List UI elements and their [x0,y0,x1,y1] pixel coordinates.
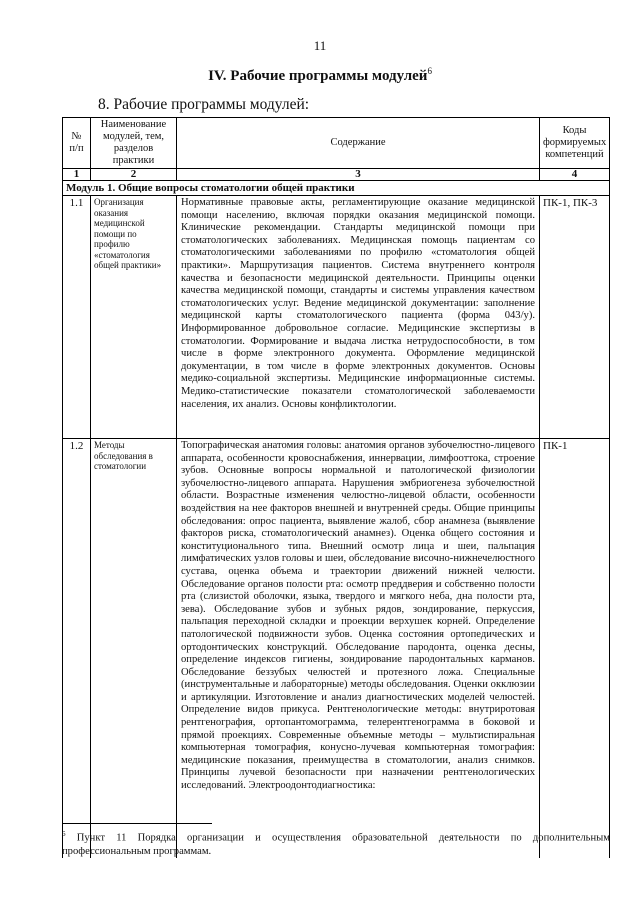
footnote-mark: 6 [62,830,66,838]
footnote-separator [62,823,212,824]
modules-table [62,117,610,858]
page-number: 11 [313,38,327,53]
table-header-row [63,118,610,169]
column-numbering-row [63,169,610,181]
section-content: Нормативные правовые акты, регламентирующие оказание медицинской помощи населению, включая порядки оказания медицинской помощи. Клинические рекомендации. Стандарты медицинской помощи при стоматологических заболеваниях. Медицинская помощь пациентам со стоматологическими заболеваниями по профилю «стоматология общей практики». Маршрутизация пациентов. Система внутреннего контроля качества и безопасности медицинской деятельности. Принципы оценки качества медицинской помощи, стандарты и системы управления качеством стоматологических услуг. Ведение медицинской документации: заполнение медицинской карты стоматологического пациента (форма 043/у). Информированное добровольное согласие. Медицинские экспертизы в стоматологии. Формирование и выдача листка нетрудоспособности, в том числе в форме электронного документа. Оформление медицинской документации, в том числе в форме электронных документов. Основы медико-социальной экспертизы. Медицинские информационные системы. Медико-статистические показатели стоматологической заболеваемости населения, их анализ. Основы конфликтологии. [177,196,540,439]
header-number: № п/п [63,118,91,169]
subsection-title: 8. Рабочие программы модулей: [98,96,310,113]
competence-codes: ПК-1 [540,439,610,859]
row-number: 1.2 [63,439,91,859]
section-name: Методы обследования в стоматологии [91,439,177,859]
footnote-text: Пункт 11 Порядка организации и осуществления образовательной деятельности по дополнительным профессиональным программам. [62,832,610,857]
table-row [63,196,610,439]
section-title-text: IV. Рабочие программы модулей [208,68,428,84]
section-title [0,66,640,85]
header-name: Наименование модулей, тем, разделов практики [91,118,177,169]
column-number: 2 [91,169,177,181]
footnote [62,828,610,858]
section-content: Топографическая анатомия головы: анатомия органов зубочелюстно-лицевого аппарата, особенности кровоснабжения, иннервации, лимфооттока, строение зубов. Основные вопросы нормальной и патологической физиологии зубочелюстно-лицевого аппарата. Нарушения эмбриогенеза зубочелюстной области. Возрастные изменения челюстно-лицевой области, особенности воздействия на нее факторов внешней и внутренней среды. Общие принципы обследования: опрос пациента, выявление жалоб, сбор анамнеза (выявление факторов риска, стоматологический анамнез). Оценка общего состояния и конституционального типа. Внешний осмотр лица и шеи, пальпация лимфатических узлов головы и шеи, обследование височно-нижнечелюстного сустава, оценка объема и траектории движений нижней челюсти. Обследование органов полости рта: осмотр преддверия и собственно полости рта (слизистой оболочки, языка, твердого и мягкого неба, дна полости рта, зева). Обследование зубов и зубных рядов, зондирование, перкуссия, пальпация переходной складки и проекции верхушек корней. Определение патологической подвижности зубов. Оценка состояния ортопедических и ортодонтических конструкций. Обследование пародонта, оценка десны, определение индексов гигиены, зондирование пародонтальных карманов. Обследование беззубых челюстей и протезного ложа. Специальные (инструментальные и лабораторные) методы обследования. Оценки окклюзии и артикуляции. Изготовление и анализ диагностических моделей челюстей. Определение видов прикуса. Рентгенологические методы: внутриротовая рентгенография, ортопантомограмма, телерентгенограмма в боковой и прямой проекциях. Современные объемные методы – мультиспиральная компьютерная томография, конусно-лучевая компьютерная томография: медицинские показания, преимущества в стоматологии, анализ снимков. Принципы лучевой безопасности при назначении рентгенологических исследований. Электроодонтодиагностика: [177,439,540,859]
header-content: Содержание [177,118,540,169]
table-row [63,439,610,859]
module-title: Модуль 1. Общие вопросы стоматологии общей практики [63,181,610,196]
header-codes: Коды формируемых компетенций [540,118,610,169]
column-number: 4 [540,169,610,181]
column-number: 1 [63,169,91,181]
footnote-reference[interactable]: 6 [427,66,432,76]
module-title-row [63,181,610,196]
row-number: 1.1 [63,196,91,439]
competence-codes: ПК-1, ПК-3 [540,196,610,439]
column-number: 3 [177,169,540,181]
section-name: Организация оказания медицинской помощи по профилю «стоматология общей практики» [91,196,177,439]
